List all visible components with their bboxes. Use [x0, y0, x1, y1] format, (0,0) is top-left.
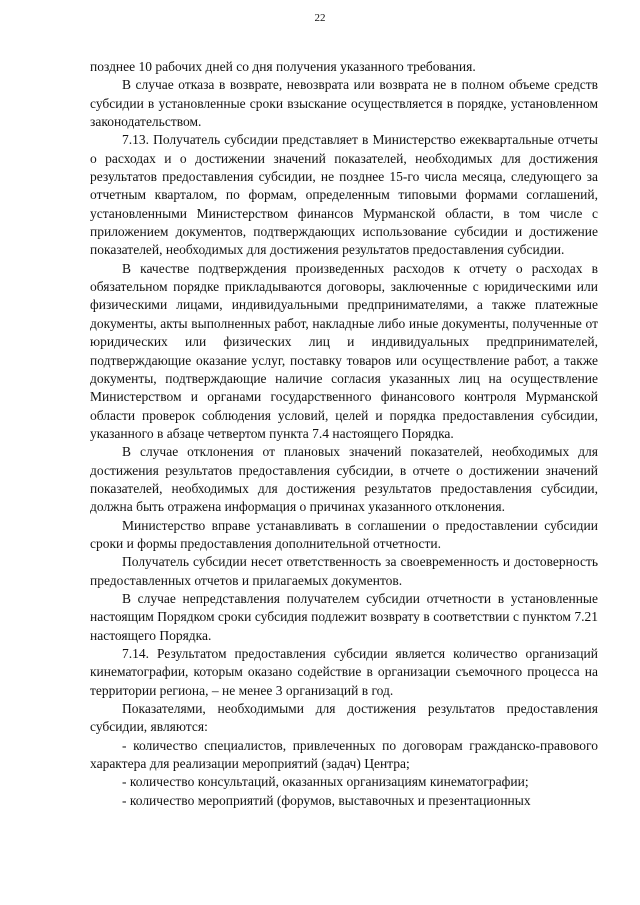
page-number: 22: [314, 12, 326, 24]
paragraph-10: Показателями, необходимыми для достижения результатов предоставления субсидии, являются:: [90, 701, 598, 735]
list-item-2: - количество консультаций, оказанных организациям кинематографии;: [122, 774, 529, 790]
paragraph-1: позднее 10 рабочих дней со дня получения указанного требования.: [90, 59, 476, 74]
paragraph-8: В случае непредставления получателем субсидии отчетности в установленные настоящим Порядком сроки субсидия подлежит возврату в соответствии с пунктом 7.21 настоящего Порядка.: [90, 590, 598, 643]
paragraph-5: В случае отклонения от плановых значений показателей, необходимых для достижения результатов предоставления субсидии, в отчете о достижении значений показателей, необходимых для достижения результатов предоставления субсидии, должна быть отражена информация о причинах указанного отклонения.: [90, 444, 598, 515]
document-body: [90, 58, 598, 810]
list-item-1: - количество специалистов, привлеченных по договорам гражданско-правового характера для реализации мероприятий (задач) Центра;: [90, 737, 598, 772]
paragraph-3: 7.13. Получатель субсидии представляет в Министерство ежеквартальные отчеты о расходах и о достижении значений показателей, необходимых для достижения результатов предоставления субсидии, не позднее 15-го числа месяца, следующего за отчетным кварталом, по формам, определенным типовыми формами соглашений, установленными Министерством финансов Мурманской области, в том числе с приложением документов, подтверждающих использование субсидии и достижение показателей, необходимых для достижения результатов предоставления субсидии.: [90, 132, 598, 258]
paragraph-2: В случае отказа в возврате, невозврата или возврата не в полном объеме средств субсидии в установленные сроки взыскание осуществляется в порядке, установленном законодательством.: [90, 77, 598, 130]
paragraph-4: В качестве подтверждения произведенных расходов к отчету о расходах в обязательном порядке прикладываются договоры, заключенные с юридическими или физическими лицами, индивидуальными предпринимателями, а также платежные документы, акты выполненных работ, накладные либо иные документы, полученные от юридических или физических лиц и индивидуальных предпринимателей, подтверждающие оказание услуг, поставку товаров или осуществление работ, а также документы, подтверждающие наличие согласия указанных лиц на осуществление Министерством и органами государственного финансового контроля Мурманской области проверок соблюдения условий, целей и порядка предоставления субсидии, указанного в абзаце четвертом пункта 7.4 настоящего Порядка.: [90, 260, 598, 441]
paragraph-9: 7.14. Результатом предоставления субсидии является количество организаций кинематографии, которым оказано содействие в организации съемочного процесса на территории региона, – не менее 3 организаций в год.: [90, 646, 598, 698]
paragraph-6: Министерство вправе устанавливать в соглашении о предоставлении субсидии сроки и формы предоставления дополнительной отчетности.: [90, 517, 598, 551]
paragraph-7: Получатель субсидии несет ответственность за своевременность и достоверность предоставленных отчетов и прилагаемых документов.: [90, 554, 598, 588]
list-item-3: - количество мероприятий (форумов, выставочных и презентационных: [122, 792, 531, 808]
